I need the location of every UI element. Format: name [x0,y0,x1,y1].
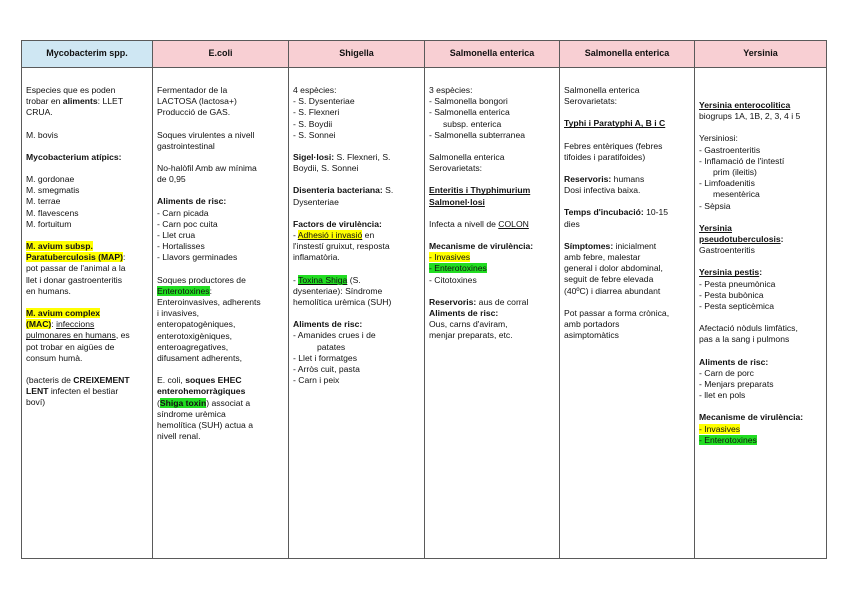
text-line: l'instestí gruixut, resposta [293,241,390,252]
text-line: Yersiniosi: [699,133,738,144]
text-line: general i dolor abdominal, [564,263,663,274]
list-item: - Salmonella bongori [429,96,508,107]
list-item: - Carn poc cuita [157,218,218,229]
header-yersinia: Yersinia [695,41,827,68]
text-line: pot passar de l'animal a la [26,263,126,274]
text-line: Producció de GAS. [157,107,231,118]
text-line: Sigel·losi: S. Flexneri, S. [293,152,391,163]
text-line: Paratuberculosis (MAP): [26,252,126,263]
text-line: síndrome urèmica [157,408,226,419]
list-item: - Inflamació de l'intestí [699,155,785,166]
text-line: Enterotoxines: [157,285,212,296]
text-line: pseudotuberculosis: [699,234,784,245]
cell-yersinia [695,68,827,559]
text-line: gastrointestinal [157,140,215,151]
text-line: Yersinia [699,222,732,233]
list-item: - Salmonella enterica [429,107,510,118]
text-line: amb portadors [564,319,620,330]
text-line: Especies que es poden [26,85,116,95]
list-item: - llet en pols [699,390,746,401]
text-line: Salmonel·losi [429,196,485,207]
list-item: - Hortalisses [157,241,205,252]
list-item: - Citotoxines [429,274,477,285]
text-line: dies [564,218,580,229]
text-line: enterohemorràgiques [157,386,246,397]
text-line: seguit de febre elevada [564,274,654,285]
text-line: enterotoxigèniques, [157,330,233,341]
text-line: Ous, carns d'aviram, [429,319,508,330]
list-item: - Arròs cuit, pasta [293,364,360,375]
text-line: subsp. enterica [443,118,502,129]
list-item: - Gastroenteritis [699,144,761,155]
text-line: tifoides i paratifoides) [564,151,646,162]
text-line: Gastroenteritis [699,245,755,256]
list-item: - Amanides crues i de [293,330,376,341]
text-line: mesentèrica [713,189,760,200]
text-line: M. avium complex [26,308,101,319]
list-item: - Menjars preparats [699,379,774,390]
list-item: - Limfoadenitis [699,178,755,189]
text-line: E. coli, soques EHEC [157,375,242,386]
text-line: M. flavescens [26,207,79,218]
text-line: enteroagregatives, [157,341,229,352]
text-line: No-halòfil Amb aw mínima [157,163,257,174]
list-item: - Pesta septicèmica [699,301,774,312]
list-item: - Enterotoxines [699,434,757,445]
text-line: pulmonares en humans, es [26,330,130,341]
text-line: consum humà. [26,352,83,363]
text-line: CRUA. [26,107,53,118]
text-line: Reservoris: humans [564,174,645,185]
cell-ecoli [153,68,289,559]
text-line: LENT infecten el bestiar [26,386,119,397]
text-line: en humans. [26,285,71,296]
text-line: Enteritis i Thyphimurium [429,185,531,196]
text-line: Disenteria bacteriana: S. [293,185,394,196]
text-line: difusament adherents, [157,353,243,364]
header-ecoli: E.coli [153,41,289,68]
text-line: Typhi i Paratyphi A, B i C [564,118,666,129]
text-line: M. smegmatis [26,185,80,196]
text-line: Boydii, S. Sonnei [293,163,359,174]
text-line: M. avium subsp. [26,241,93,252]
cell-shigella [289,68,425,559]
header-shigella: Shigella [289,41,425,68]
cell-mycobacterium [22,68,153,559]
text-line: nivell renal. [157,431,201,442]
text-line: menjar preparats, etc. [429,330,513,341]
list-item: - S. Dysenteriae [293,96,355,107]
list-item: - S. Flexneri [293,107,340,118]
text-line: llet i donar gastroenteritis [26,274,123,285]
header-mycobacterium: Mycobacterim spp. [22,41,153,68]
text-line: Dysenteriae [293,196,339,207]
subheading: Factors de virulència: [293,218,382,229]
text-line: Pot passar a forma crònica, [564,307,670,318]
pathogen-table [21,40,827,559]
text-line: de 0,95 [157,174,186,185]
list-item: - S. Sonnei [293,129,336,140]
text-line: hemolítica urèmica (SUH) [293,297,392,308]
header-salmonella-2: Salmonella enterica [560,41,695,68]
text-line: LACTOSA (lactosa+) [157,96,237,107]
text-line: inflamatòria. [293,252,340,263]
text-line: prim (ileitis) [713,167,757,178]
text-line: pas a la sang i pulmons [699,334,790,345]
text-line: M. bovis [26,129,58,140]
text-line: i invasives, [157,308,200,319]
subheading: Aliments de risc: [293,319,363,330]
list-item: - Invasives [699,423,741,434]
text-line: Afectació nòduls limfàtics, [699,323,798,334]
text-line: (MAC): infeccions [26,319,95,330]
header-row [22,41,827,68]
text-line: (40ºC) i diarrea abundant [564,285,661,296]
text-line: patates [317,341,346,352]
subheading: Mycobacterium atípics: [26,151,122,162]
list-item: - Llet crua [157,230,196,241]
text-line: Serovarietats: [564,96,618,107]
cell-salmonella-1 [425,68,560,559]
text-line: Dosi infectiva baixa. [564,185,641,196]
list-item: - Toxina Shiga (S. [293,274,361,285]
text-line: 3 espècies: [429,85,473,95]
subheading: Aliments de risc: [429,308,499,319]
subheading: Aliments de risc: [699,356,769,367]
list-item: - Llet i formatges [293,352,357,363]
text-line: Salmonella enterica [429,152,505,163]
text-line: enteropatogèniques, [157,319,236,330]
list-item: - Carn i peix [293,375,340,386]
list-item: - Enterotoxines [429,263,487,274]
text-line: Salmonella enterica [564,85,640,95]
text-line: Fermentador de la [157,85,228,95]
list-item: - Adhesió i invasió en [293,230,375,241]
list-item: - Invasives [429,252,471,263]
text-line: Símptomes: inicialment [564,240,657,251]
text-line: pot trobar en aigües de [26,341,115,352]
text-line: Yersinia pestis: [699,267,763,278]
content-row [22,68,827,559]
text-line: dysenteriae): Síndrome [293,285,383,296]
text-line: trobar en aliments: LLET [26,96,123,107]
text-line: Enteroinvasives, adherents [157,297,261,308]
cell-salmonella-2 [560,68,695,559]
text-line: Yersinia enterocolitica [699,100,791,110]
list-item: - Carn picada [157,207,209,218]
text-line: Infecta a nivell de COLON [429,218,529,229]
text-line: Soques productores de [157,274,246,285]
text-line: M. gordonae [26,174,75,185]
text-line: boví) [26,397,46,408]
header-salmonella-1: Salmonella enterica [425,41,560,68]
text-line: (Shiga toxin) associat a [157,397,251,408]
subheading: Mecanisme de virulència: [429,241,534,252]
list-item: - Salmonella subterranea [429,129,526,140]
text-line: Febres entèriques (febres [564,140,663,151]
text-line: amb febre, malestar [564,252,641,263]
text-line: hemolítica (SUH) actua a [157,420,253,431]
text-line: 4 espècies: [293,85,337,95]
subheading: Aliments de risc: [157,196,227,207]
list-item: - S. Boydii [293,118,333,129]
list-item: - Sèpsia [699,200,731,211]
text-line: Soques virulentes a nivell [157,129,255,140]
list-item: - Pesta pneumònica [699,278,776,289]
text-line: (bacteris de CREIXEMENT [26,375,130,386]
text-line: Reservoris: aus de corral [429,296,529,307]
text-line: M. fortuitum [26,218,72,229]
list-item: - Carn de porc [699,367,754,378]
text-line: asimptomàtics [564,330,619,341]
list-item: - Pesta bubònica [699,289,764,300]
text-line: Temps d'incubació: 10-15 [564,207,669,218]
text-line: M. terrae [26,196,61,207]
list-item: - Llavors germinades [157,252,238,263]
text-line: biogrups 1A, 1B, 2, 3, 4 i 5 [699,111,801,122]
text-line: Serovarietats: [429,163,483,174]
subheading: Mecanisme de virulència: [699,412,804,423]
